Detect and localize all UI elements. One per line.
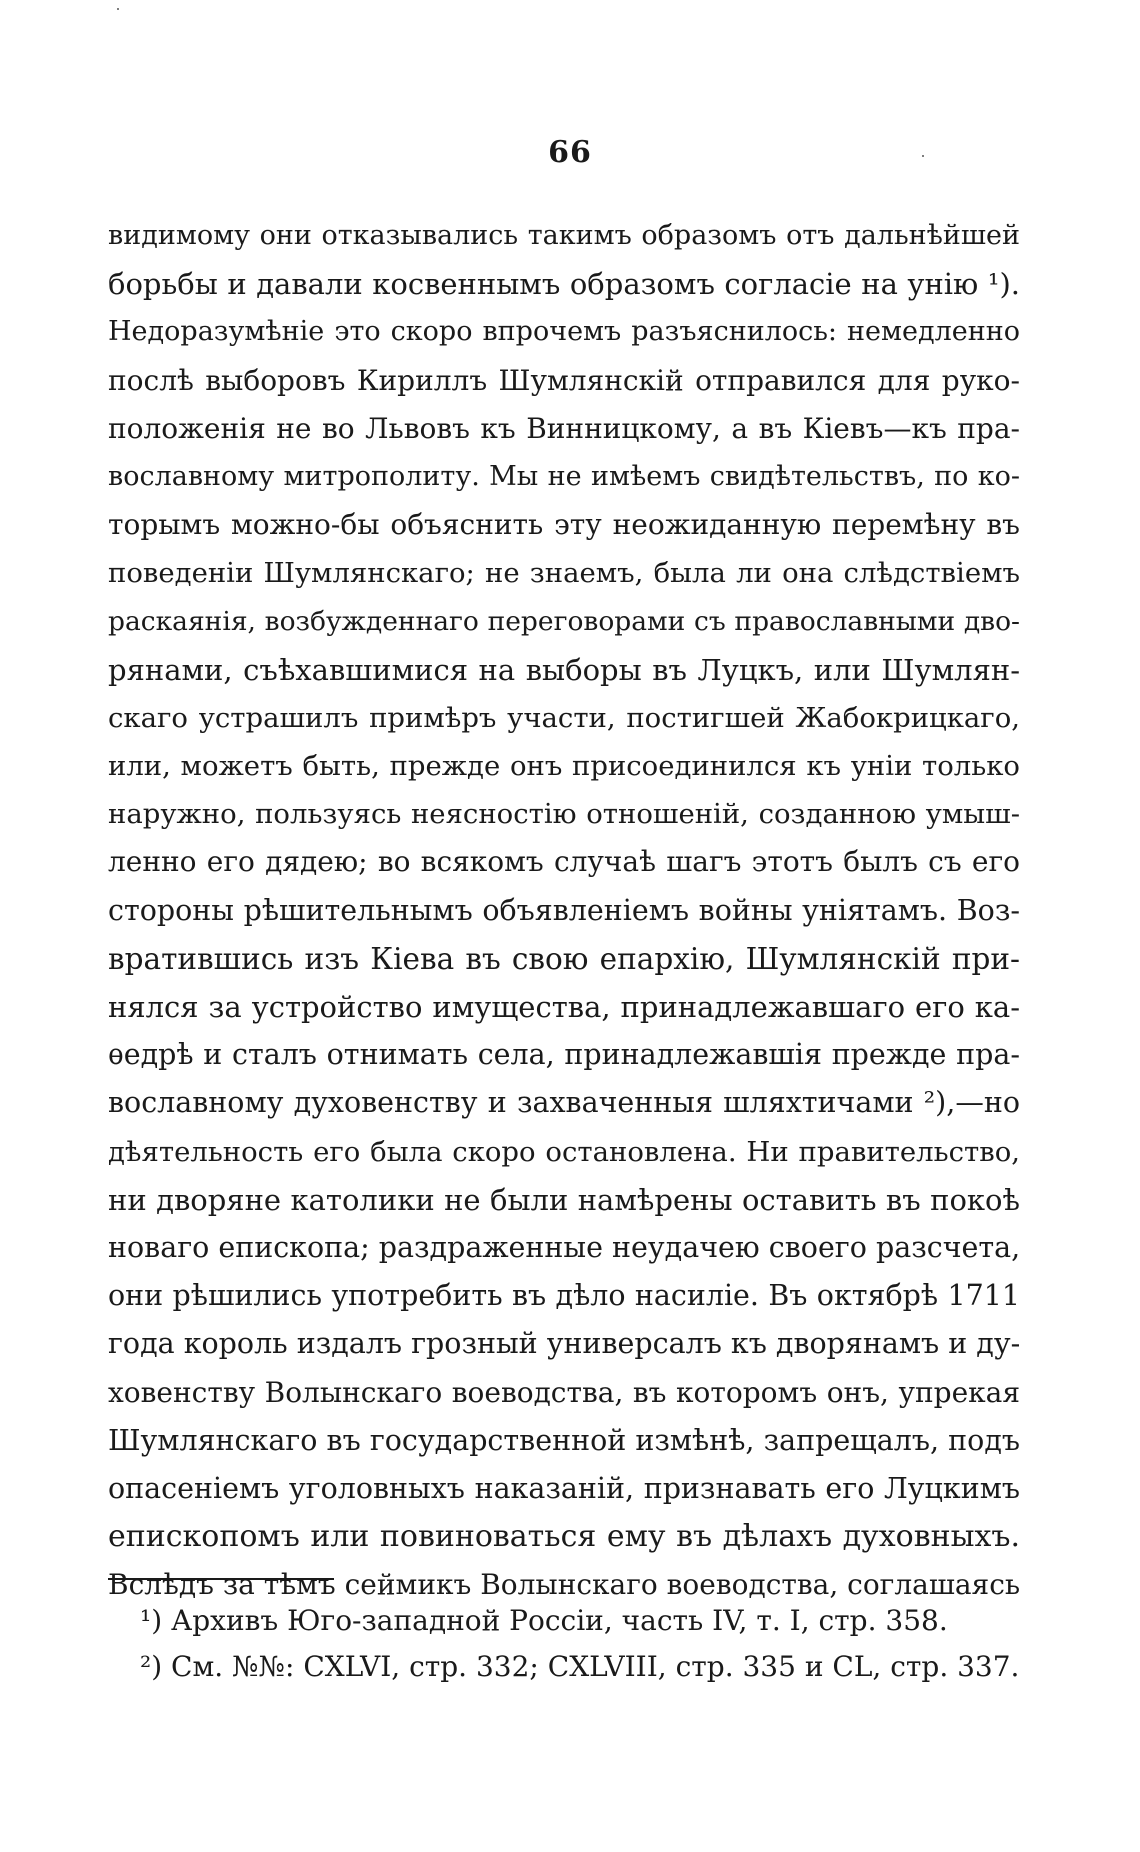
text-line: ѳедрѣ и сталъ отнимать села, принадлежавшія прежде пра- bbox=[108, 1038, 1020, 1072]
text-line: они рѣшились употребить въ дѣло насиліе. Въ октябрѣ 1711 bbox=[108, 1279, 1020, 1313]
text-line: опасеніемъ уголовныхъ наказаній, признавать его Луцкимъ bbox=[108, 1471, 1020, 1505]
body-text bbox=[108, 212, 1020, 1609]
page-number: 66 bbox=[548, 135, 592, 170]
text-line: новаго епископа; раздраженные неудачею своего разсчета, bbox=[108, 1230, 1020, 1264]
text-line: видимому они отказывались такимъ образомъ отъ дальнѣйшей bbox=[108, 220, 1020, 251]
text-line: ни дворяне католики не были намѣрены оставить въ покоѣ bbox=[108, 1182, 1020, 1217]
text-line: послѣ выборовъ Кириллъ Шумлянскій отправился для руко- bbox=[108, 363, 1020, 397]
text-line: рянами, съѣхавшимися на выборы въ Луцкъ, или Шумлян- bbox=[108, 652, 1020, 687]
text-line: или, можетъ быть, прежде онъ присоединился къ уніи только bbox=[108, 750, 1020, 783]
text-line: поведеніи Шумлянскаго; не знаемъ, была ли она слѣдствіемъ bbox=[108, 557, 1020, 590]
text-line: вратившись изъ Кіева въ свою епархію, Шумлянскій при- bbox=[108, 941, 1020, 976]
footnote-1: ¹) Архивъ Юго-западной Россіи, часть IV, т. I, стр. 358. bbox=[140, 1604, 948, 1637]
text-line: вославному духовенству и захваченныя шляхтичами ²),—но bbox=[108, 1086, 1020, 1120]
footnotes bbox=[140, 1598, 1020, 1690]
footnote-separator bbox=[108, 1578, 334, 1580]
text-line: вославному митрополиту. Мы не имѣемъ свидѣтельствъ, по ко- bbox=[108, 460, 1020, 492]
text-line: положенія не во Львовъ къ Винницкому, а въ Кіевъ—къ пра- bbox=[108, 411, 1020, 445]
text-line: наружно, пользуясь неясностію отношеній, созданною умыш- bbox=[108, 798, 1020, 831]
text-line: года король издалъ грозный универсалъ къ дворянамъ и ду- bbox=[108, 1327, 1020, 1361]
text-line: раскаянія, возбужденнаго переговорами съ православными дво- bbox=[108, 605, 1020, 637]
text-line: нялся за устройство имущества, принадлежавшаго его ка- bbox=[108, 990, 1020, 1024]
text-line: Шумлянскаго въ государственной измѣнѣ, запрещалъ, подъ bbox=[108, 1423, 1020, 1457]
text-line: борьбы и давали косвеннымъ образомъ согласіе на унію ¹). bbox=[108, 267, 1020, 302]
footnote-2: ²) См. №№: CXLVI, стр. 332; CXLVIII, стр. 335 и CL, стр. 337. bbox=[140, 1650, 1020, 1683]
text-line: стороны рѣшительнымъ объявленіемъ войны уніятамъ. Воз- bbox=[108, 893, 1020, 927]
text-line: скаго устрашилъ примѣръ участи, постигшей Жабокрицкаго, bbox=[108, 701, 1020, 734]
text-line: ленно его дядею; во всякомъ случаѣ шагъ этотъ былъ съ его bbox=[108, 845, 1020, 879]
text-line: торымъ можно-бы объяснить эту неожиданную перемѣну въ bbox=[108, 508, 1020, 542]
text-line: Вслѣдъ за тѣмъ сеймикъ Волынскаго воеводства, соглашаясь bbox=[108, 1568, 1020, 1602]
text-line: епископомъ или повиноваться ему въ дѣлахъ духовныхъ. bbox=[108, 1519, 1020, 1555]
text-line: дѣятельность его была скоро остановлена. Ни правительство, bbox=[108, 1135, 1020, 1168]
text-line: Недоразумѣніе это скоро впрочемъ разъяснилось: немедленно bbox=[108, 316, 1020, 348]
text-line: ховенству Волынскаго воеводства, въ которомъ онъ, упрекая bbox=[108, 1375, 1020, 1409]
print-speck bbox=[117, 8, 119, 10]
